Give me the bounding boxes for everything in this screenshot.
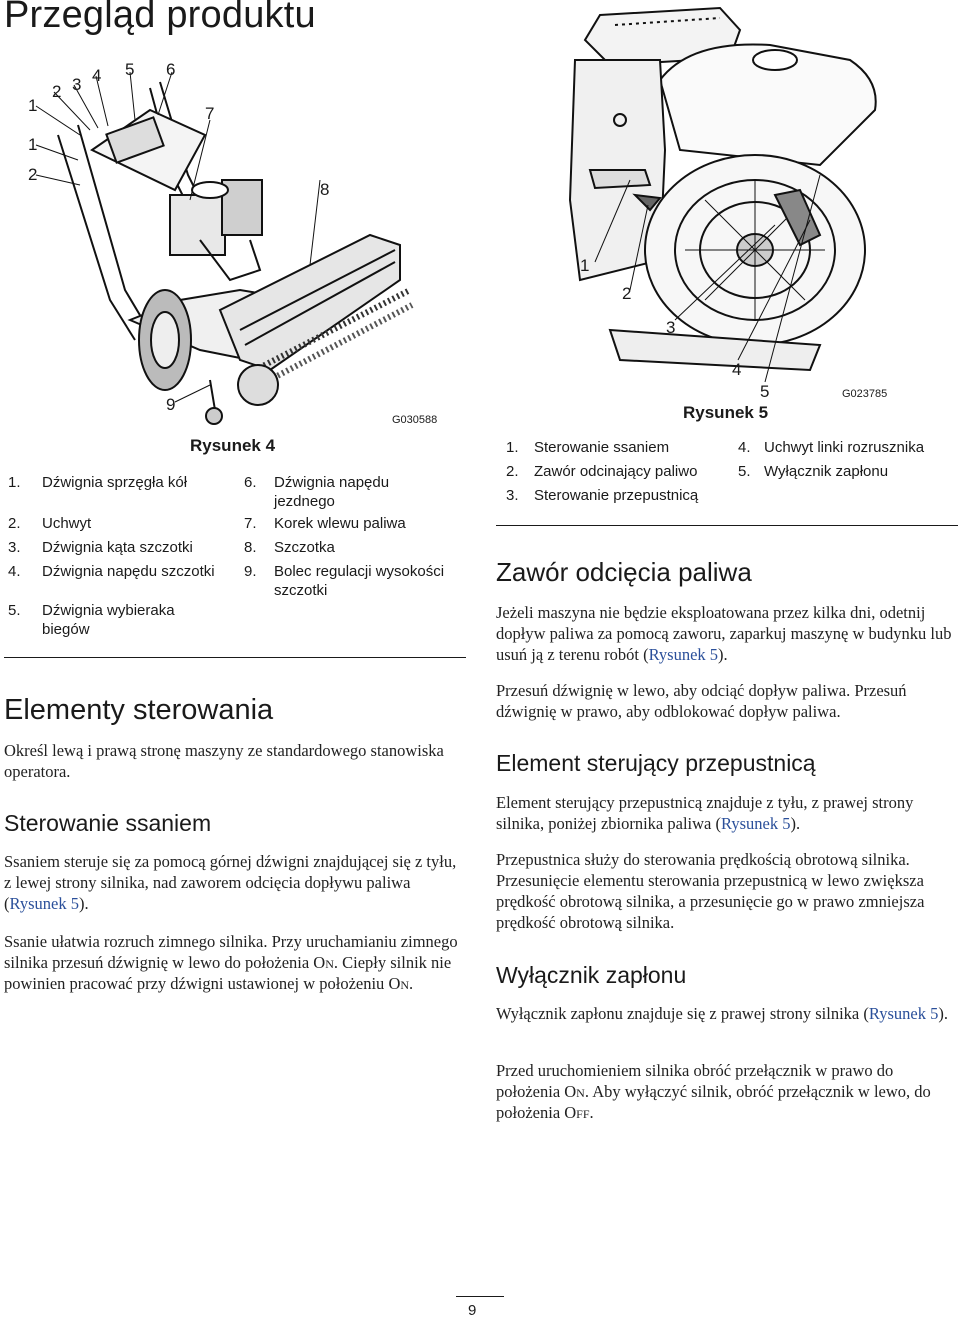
- choke-paragraph-1: Ssaniem steruje się za pomocą górnej dźwigni znajdującej się z tyłu, z lewej strony silnika, nad zaworem odcięcia dopływu paliwa (Rysunek 5).: [4, 852, 457, 913]
- figure-4-sweeper-illustration: [0, 40, 470, 460]
- figure-4-legend: 1. Dźwignia sprzęgła kół 2. Uchwyt 3. Dźwignia kąta szczotki 4. Dźwignia napędu szczotki 5. Dźwignia wybieraka biegów 6. Dźwignia napędu jezdnego 7. Korek wlewu paliwa 8. Szczotka 9. Bolec regulacji wysokości szczotki: [8, 474, 445, 638]
- fig4-callout-2-left: 1: [28, 135, 38, 154]
- figure-5-link[interactable]: Rysunek 5: [868, 1004, 939, 1023]
- section-title-ignition: Wyłącznik zapłonu: [496, 962, 687, 988]
- figure-5-link[interactable]: Rysunek 5: [9, 894, 79, 913]
- fig4-caption: Rysunek 4: [190, 436, 276, 455]
- fig5-callout-2: 2: [622, 284, 632, 303]
- choke-paragraph-2: Ssanie ułatwia rozruch zimnego silnika. Przy uruchamianiu zimnego silnika przesuń dźwignię w lewo do położenia On. Ciepły silnik nie powinien pracować przy dźwigni ustawionej w położeniu On.: [4, 932, 458, 993]
- throttle-paragraph-1: Element sterujący przepustnicą znajduje z tyłu, z prawej strony silnika, poniżej zbiornika paliwa (Rysunek 5).: [496, 793, 914, 833]
- fig4-callout-7: 7: [205, 104, 215, 123]
- engine-drawing: [490, 0, 960, 400]
- fig5-callout-4: 4: [732, 360, 742, 379]
- throttle-paragraph-2: Przepustnica służy do sterowania prędkością obrotową silnika. Przesunięcie elementu sterowania przepustnicą w lewo zwiększa prędkość obrotową silnika, a przesunięcie go w prawo zmniejsza prędkość obrotową silnika.: [496, 850, 925, 932]
- figure-5-link[interactable]: Rysunek 5: [648, 645, 719, 664]
- fig5-code: G023785: [842, 388, 888, 400]
- fig4-callout-4: 2: [52, 82, 62, 101]
- page-number: 9: [468, 1302, 477, 1319]
- fig4-code: G030588: [392, 414, 438, 426]
- fig4-callout-8: 8: [320, 180, 330, 199]
- controls-paragraph: Określ lewą i prawą stronę maszyny ze standardowego stanowiska operatora.: [4, 741, 444, 781]
- section-title-controls: Elementy sterowania: [4, 694, 274, 726]
- page-title: Przegląd produktu: [4, 0, 316, 36]
- ignition-paragraph-2: Przed uruchomieniem silnika obróć przełącznik w prawo do położenia On. Aby wyłączyć silnik, obróć przełącznik w lewo, do położenia Off.: [496, 1061, 931, 1122]
- fig4-callout-1-top: 4: [92, 66, 102, 85]
- fig5-callout-1: 1: [580, 256, 590, 275]
- fig4-callout-1-left: 2: [28, 165, 38, 184]
- fig4-callout-2-top: 5: [125, 60, 135, 79]
- ignition-paragraph-1: Wyłącznik zapłonu znajduje się z prawej strony silnika (Rysunek 5).: [496, 1004, 948, 1023]
- figure-5-legend: 1. Sterowanie ssaniem 2. Zawór odcinający paliwo 3. Sterowanie przepustnicą 4. Uchwyt linki rozrusznika 5. Wyłącznik zapłonu: [506, 439, 925, 504]
- fuel-paragraph-1: Jeżeli maszyna nie będzie eksploatowana przez kilka dni, odetnij dopływ paliwa za pomocą zaworu, zaparkuj maszynę w budynku lub usuń ją z terenu robót (Rysunek 5).: [496, 603, 952, 664]
- left-divider: [4, 657, 466, 658]
- section-title-throttle: Element sterujący przepustnicą: [496, 750, 816, 776]
- fig4-callout-3: 1: [28, 96, 38, 115]
- fig5-caption: Rysunek 5: [683, 403, 769, 422]
- fig4-callout-6: 6: [166, 60, 176, 79]
- fig4-callout-5: 3: [72, 75, 82, 94]
- sweeper-drawing: [0, 40, 470, 440]
- fuel-paragraph-2: Przesuń dźwignię w lewo, aby odciąć dopływ paliwa. Przesuń dźwignię w prawo, aby odblokować dopływ paliwa.: [496, 681, 907, 721]
- fig5-callout-5: 5: [760, 382, 770, 401]
- fig5-callout-3: 3: [666, 318, 676, 337]
- right-divider: [496, 525, 958, 526]
- section-title-choke: Sterowanie ssaniem: [4, 810, 212, 836]
- fig4-callout-9: 9: [166, 395, 176, 414]
- figure-5-link[interactable]: Rysunek 5: [720, 814, 791, 833]
- section-title-fuel-valve: Zawór odcięcia paliwa: [496, 557, 752, 587]
- page-number-rule: [456, 1296, 504, 1297]
- figure-5-engine-illustration: [490, 0, 960, 425]
